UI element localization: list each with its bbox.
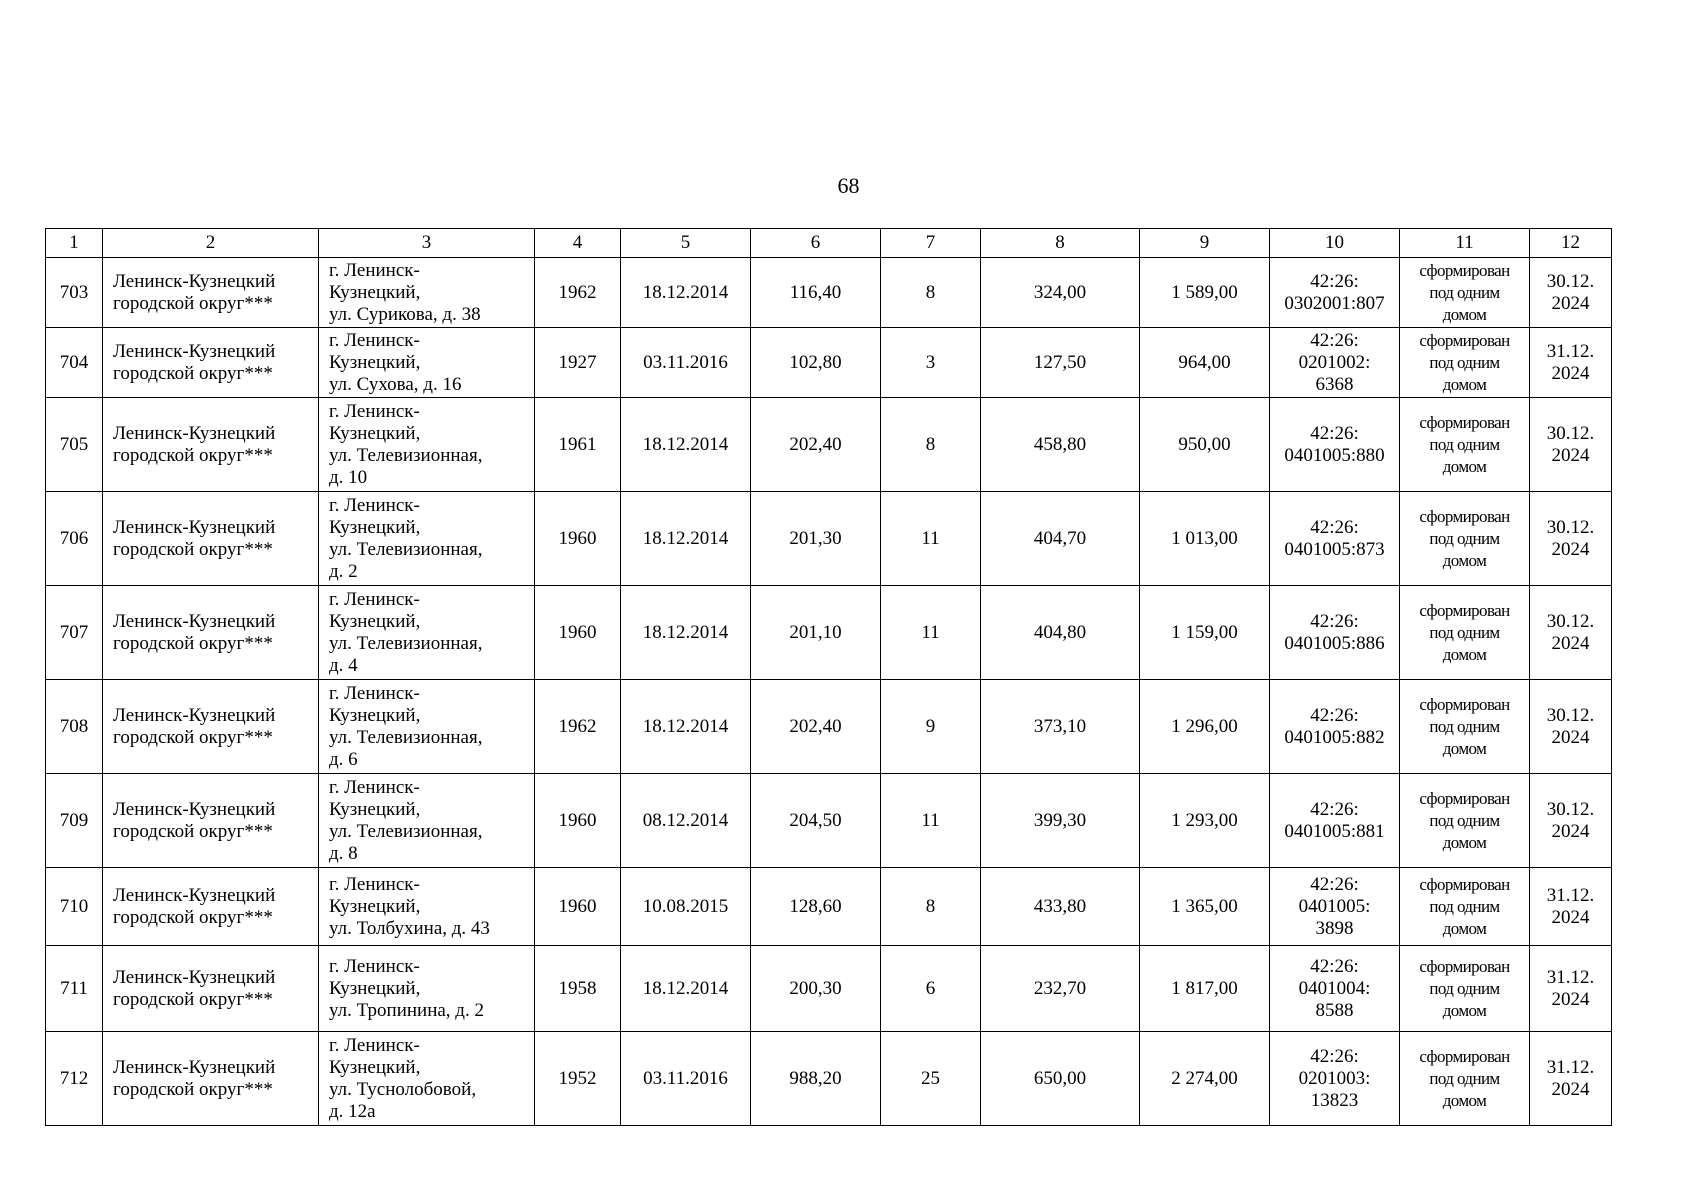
deadline-line: 2024 bbox=[1551, 1078, 1590, 1100]
row-number-cell: 707 bbox=[46, 586, 103, 680]
deadline-line: 30.12. bbox=[1546, 798, 1595, 820]
land-status-line: под одним bbox=[1429, 528, 1500, 548]
area3-cell: 1 159,00 bbox=[1140, 586, 1270, 680]
address-line: г. Ленинск- bbox=[329, 873, 420, 895]
address-cell bbox=[319, 774, 535, 868]
land-status-line: сформирован bbox=[1419, 330, 1510, 350]
land-status-line: под одним bbox=[1429, 716, 1500, 736]
deadline-line: 30.12. bbox=[1546, 704, 1595, 726]
count-cell: 3 bbox=[881, 328, 981, 398]
municipality-line: Ленинск-Кузнецкий bbox=[113, 966, 276, 988]
address-line: д. 10 bbox=[329, 466, 368, 488]
area1-cell: 202,40 bbox=[751, 398, 881, 492]
cadastral-number-cell bbox=[1270, 492, 1400, 586]
row-number-cell: 704 bbox=[46, 328, 103, 398]
address-line: ул. Телевизионная, bbox=[329, 444, 483, 466]
municipality-line: городской округ*** bbox=[113, 1078, 273, 1100]
municipality-line: Ленинск-Кузнецкий bbox=[113, 704, 276, 726]
table-body bbox=[46, 258, 1612, 1126]
municipality-cell bbox=[103, 946, 319, 1032]
address-line: ул. Сурикова, д. 38 bbox=[329, 303, 481, 325]
address-line: д. 12а bbox=[329, 1100, 376, 1122]
address-line: Кузнецкий, bbox=[329, 610, 421, 632]
land-status-line: сформирован bbox=[1419, 694, 1510, 714]
row-number-cell: 708 bbox=[46, 680, 103, 774]
date-cell: 18.12.2014 bbox=[621, 492, 751, 586]
year-cell: 1962 bbox=[535, 680, 621, 774]
municipality-line: городской округ*** bbox=[113, 632, 273, 654]
column-header: 8 bbox=[981, 229, 1140, 258]
year-cell: 1927 bbox=[535, 328, 621, 398]
area1-cell: 201,30 bbox=[751, 492, 881, 586]
address-line: ул. Телевизионная, bbox=[329, 538, 483, 560]
column-header: 6 bbox=[751, 229, 881, 258]
deadline-line: 2024 bbox=[1551, 292, 1590, 314]
municipality-line: городской округ*** bbox=[113, 726, 273, 748]
deadline-cell bbox=[1530, 586, 1612, 680]
deadline-cell bbox=[1530, 774, 1612, 868]
land-status-cell bbox=[1400, 586, 1530, 680]
cadastral-number-cell bbox=[1270, 328, 1400, 398]
area2-cell: 232,70 bbox=[981, 946, 1140, 1032]
address-line: Кузнецкий, bbox=[329, 1056, 421, 1078]
cadastral-number-line: 0302001:807 bbox=[1284, 292, 1385, 314]
table-row bbox=[46, 398, 1612, 492]
area3-cell: 1 589,00 bbox=[1140, 258, 1270, 328]
cadastral-number-line: 0401005:882 bbox=[1284, 726, 1385, 748]
land-status-line: домом bbox=[1442, 644, 1487, 664]
date-cell: 03.11.2016 bbox=[621, 328, 751, 398]
address-line: д. 4 bbox=[329, 654, 358, 676]
land-status-line: сформирован bbox=[1419, 260, 1510, 280]
land-status-line: домом bbox=[1442, 738, 1487, 758]
address-cell bbox=[319, 398, 535, 492]
address-cell bbox=[319, 328, 535, 398]
land-status-line: под одним bbox=[1429, 622, 1500, 642]
table-row bbox=[46, 946, 1612, 1032]
deadline-line: 30.12. bbox=[1546, 270, 1595, 292]
address-line: г. Ленинск- bbox=[329, 329, 420, 351]
address-line: Кузнецкий, bbox=[329, 798, 421, 820]
cadastral-number-line: 42:26: bbox=[1310, 873, 1359, 895]
address-line: Кузнецкий, bbox=[329, 895, 421, 917]
column-header: 5 bbox=[621, 229, 751, 258]
year-cell: 1960 bbox=[535, 868, 621, 946]
deadline-cell bbox=[1530, 258, 1612, 328]
municipality-line: Ленинск-Кузнецкий bbox=[113, 610, 276, 632]
table-row bbox=[46, 868, 1612, 946]
address-cell bbox=[319, 680, 535, 774]
cadastral-number-line: 0401005:881 bbox=[1284, 820, 1385, 842]
address-line: ул. Телевизионная, bbox=[329, 726, 483, 748]
count-cell: 6 bbox=[881, 946, 981, 1032]
cadastral-number-line: 0401005: bbox=[1298, 895, 1371, 917]
municipality-line: городской округ*** bbox=[113, 988, 273, 1010]
area2-cell: 458,80 bbox=[981, 398, 1140, 492]
cadastral-number-cell bbox=[1270, 1032, 1400, 1126]
deadline-line: 2024 bbox=[1551, 362, 1590, 384]
area2-cell: 433,80 bbox=[981, 868, 1140, 946]
address-line: Кузнецкий, bbox=[329, 704, 421, 726]
address-line: Кузнецкий, bbox=[329, 281, 421, 303]
cadastral-number-line: 3898 bbox=[1315, 917, 1354, 939]
area1-cell: 201,10 bbox=[751, 586, 881, 680]
municipality-cell bbox=[103, 492, 319, 586]
address-line: д. 6 bbox=[329, 748, 358, 770]
year-cell: 1960 bbox=[535, 586, 621, 680]
area1-cell: 128,60 bbox=[751, 868, 881, 946]
municipality-cell bbox=[103, 680, 319, 774]
count-cell: 11 bbox=[881, 492, 981, 586]
address-line: ул. Толбухина, д. 43 bbox=[329, 917, 490, 939]
area2-cell: 404,80 bbox=[981, 586, 1140, 680]
deadline-line: 2024 bbox=[1551, 726, 1590, 748]
area2-cell: 324,00 bbox=[981, 258, 1140, 328]
cadastral-number-line: 42:26: bbox=[1310, 955, 1359, 977]
address-cell bbox=[319, 946, 535, 1032]
land-status-line: под одним bbox=[1429, 1068, 1500, 1088]
deadline-line: 30.12. bbox=[1546, 422, 1595, 444]
cadastral-number-line: 0201003: bbox=[1298, 1067, 1371, 1089]
year-cell: 1961 bbox=[535, 398, 621, 492]
municipality-cell bbox=[103, 586, 319, 680]
land-status-line: домом bbox=[1442, 832, 1487, 852]
address-cell bbox=[319, 492, 535, 586]
municipality-cell bbox=[103, 774, 319, 868]
deadline-line: 2024 bbox=[1551, 632, 1590, 654]
year-cell: 1958 bbox=[535, 946, 621, 1032]
count-cell: 11 bbox=[881, 586, 981, 680]
municipality-cell bbox=[103, 328, 319, 398]
row-number-cell: 706 bbox=[46, 492, 103, 586]
table-row bbox=[46, 492, 1612, 586]
area1-cell: 102,80 bbox=[751, 328, 881, 398]
row-number-cell: 709 bbox=[46, 774, 103, 868]
municipality-line: городской округ*** bbox=[113, 444, 273, 466]
area3-cell: 1 293,00 bbox=[1140, 774, 1270, 868]
deadline-line: 2024 bbox=[1551, 988, 1590, 1010]
land-status-line: домом bbox=[1442, 1090, 1487, 1110]
deadline-line: 30.12. bbox=[1546, 610, 1595, 632]
municipality-line: Ленинск-Кузнецкий bbox=[113, 884, 276, 906]
address-line: г. Ленинск- bbox=[329, 955, 420, 977]
column-header: 1 bbox=[46, 229, 103, 258]
address-line: Кузнецкий, bbox=[329, 977, 421, 999]
land-status-line: сформирован bbox=[1419, 600, 1510, 620]
land-status-line: под одним bbox=[1429, 978, 1500, 998]
deadline-cell bbox=[1530, 680, 1612, 774]
municipality-line: городской округ*** bbox=[113, 538, 273, 560]
deadline-cell bbox=[1530, 492, 1612, 586]
column-header: 4 bbox=[535, 229, 621, 258]
area1-cell: 200,30 bbox=[751, 946, 881, 1032]
cadastral-number-cell bbox=[1270, 398, 1400, 492]
area3-cell: 2 274,00 bbox=[1140, 1032, 1270, 1126]
cadastral-number-line: 42:26: bbox=[1310, 704, 1359, 726]
address-line: ул. Туснолобовой, bbox=[329, 1078, 477, 1100]
cadastral-number-cell bbox=[1270, 774, 1400, 868]
municipality-cell bbox=[103, 1032, 319, 1126]
area3-cell: 1 013,00 bbox=[1140, 492, 1270, 586]
table-row bbox=[46, 680, 1612, 774]
cadastral-number-cell bbox=[1270, 586, 1400, 680]
address-line: Кузнецкий, bbox=[329, 351, 421, 373]
address-line: г. Ленинск- bbox=[329, 1034, 420, 1056]
date-cell: 18.12.2014 bbox=[621, 258, 751, 328]
land-status-line: домом bbox=[1442, 456, 1487, 476]
table-header bbox=[46, 229, 1612, 258]
land-status-cell bbox=[1400, 680, 1530, 774]
address-cell bbox=[319, 258, 535, 328]
municipality-cell bbox=[103, 868, 319, 946]
municipality-line: Ленинск-Кузнецкий bbox=[113, 798, 276, 820]
cadastral-number-line: 42:26: bbox=[1310, 329, 1359, 351]
municipality-cell bbox=[103, 398, 319, 492]
municipality-line: Ленинск-Кузнецкий bbox=[113, 422, 276, 444]
land-status-cell bbox=[1400, 1032, 1530, 1126]
land-status-cell bbox=[1400, 492, 1530, 586]
area1-cell: 116,40 bbox=[751, 258, 881, 328]
land-status-line: домом bbox=[1442, 374, 1487, 394]
address-line: д. 8 bbox=[329, 842, 358, 864]
address-line: г. Ленинск- bbox=[329, 400, 420, 422]
address-line: ул. Телевизионная, bbox=[329, 820, 483, 842]
deadline-cell bbox=[1530, 328, 1612, 398]
area2-cell: 127,50 bbox=[981, 328, 1140, 398]
row-number-cell: 705 bbox=[46, 398, 103, 492]
area1-cell: 988,20 bbox=[751, 1032, 881, 1126]
column-header: 3 bbox=[319, 229, 535, 258]
deadline-line: 2024 bbox=[1551, 444, 1590, 466]
land-status-cell bbox=[1400, 398, 1530, 492]
column-header: 11 bbox=[1400, 229, 1530, 258]
count-cell: 8 bbox=[881, 398, 981, 492]
land-status-line: сформирован bbox=[1419, 1046, 1510, 1066]
year-cell: 1952 bbox=[535, 1032, 621, 1126]
land-status-line: сформирован bbox=[1419, 874, 1510, 894]
cadastral-number-line: 42:26: bbox=[1310, 610, 1359, 632]
land-status-cell bbox=[1400, 328, 1530, 398]
date-cell: 18.12.2014 bbox=[621, 586, 751, 680]
land-status-line: домом bbox=[1442, 550, 1487, 570]
municipality-line: Ленинск-Кузнецкий bbox=[113, 516, 276, 538]
count-cell: 8 bbox=[881, 868, 981, 946]
row-number-cell: 710 bbox=[46, 868, 103, 946]
header-row bbox=[46, 229, 1612, 258]
land-status-cell bbox=[1400, 868, 1530, 946]
cadastral-number-line: 0401004: bbox=[1298, 977, 1371, 999]
area2-cell: 373,10 bbox=[981, 680, 1140, 774]
table-row bbox=[46, 328, 1612, 398]
address-line: г. Ленинск- bbox=[329, 259, 420, 281]
municipality-cell bbox=[103, 258, 319, 328]
land-status-cell bbox=[1400, 258, 1530, 328]
address-line: г. Ленинск- bbox=[329, 494, 420, 516]
count-cell: 8 bbox=[881, 258, 981, 328]
row-number-cell: 711 bbox=[46, 946, 103, 1032]
cadastral-number-line: 0401005:873 bbox=[1284, 538, 1385, 560]
land-status-line: домом bbox=[1442, 1000, 1487, 1020]
cadastral-number-cell bbox=[1270, 680, 1400, 774]
address-line: Кузнецкий, bbox=[329, 422, 421, 444]
municipality-line: городской округ*** bbox=[113, 820, 273, 842]
date-cell: 08.12.2014 bbox=[621, 774, 751, 868]
count-cell: 11 bbox=[881, 774, 981, 868]
land-status-line: под одним bbox=[1429, 434, 1500, 454]
land-status-line: сформирован bbox=[1419, 788, 1510, 808]
column-header: 9 bbox=[1140, 229, 1270, 258]
row-number-cell: 703 bbox=[46, 258, 103, 328]
year-cell: 1960 bbox=[535, 492, 621, 586]
date-cell: 18.12.2014 bbox=[621, 398, 751, 492]
deadline-line: 30.12. bbox=[1546, 516, 1595, 538]
municipality-line: городской округ*** bbox=[113, 362, 273, 384]
column-header: 10 bbox=[1270, 229, 1400, 258]
deadline-line: 2024 bbox=[1551, 820, 1590, 842]
municipality-line: городской округ*** bbox=[113, 292, 273, 314]
row-number-cell: 712 bbox=[46, 1032, 103, 1126]
land-status-line: под одним bbox=[1429, 282, 1500, 302]
deadline-line: 2024 bbox=[1551, 906, 1590, 928]
address-line: ул. Сухова, д. 16 bbox=[329, 373, 462, 395]
deadline-cell bbox=[1530, 868, 1612, 946]
deadline-line: 31.12. bbox=[1546, 966, 1595, 988]
table-row bbox=[46, 586, 1612, 680]
area2-cell: 404,70 bbox=[981, 492, 1140, 586]
deadline-cell bbox=[1530, 398, 1612, 492]
address-line: д. 2 bbox=[329, 560, 358, 582]
area2-cell: 399,30 bbox=[981, 774, 1140, 868]
deadline-line: 31.12. bbox=[1546, 884, 1595, 906]
area3-cell: 964,00 bbox=[1140, 328, 1270, 398]
area1-cell: 204,50 bbox=[751, 774, 881, 868]
count-cell: 25 bbox=[881, 1032, 981, 1126]
cadastral-number-line: 42:26: bbox=[1310, 422, 1359, 444]
area3-cell: 950,00 bbox=[1140, 398, 1270, 492]
area3-cell: 1 817,00 bbox=[1140, 946, 1270, 1032]
registry-table bbox=[45, 228, 1612, 1126]
land-status-line: домом bbox=[1442, 304, 1487, 324]
land-status-line: сформирован bbox=[1419, 506, 1510, 526]
land-status-cell bbox=[1400, 774, 1530, 868]
area3-cell: 1 296,00 bbox=[1140, 680, 1270, 774]
cadastral-number-line: 0201002: bbox=[1298, 351, 1371, 373]
address-cell bbox=[319, 868, 535, 946]
column-header: 12 bbox=[1530, 229, 1612, 258]
land-status-line: под одним bbox=[1429, 810, 1500, 830]
count-cell: 9 bbox=[881, 680, 981, 774]
land-status-line: под одним bbox=[1429, 896, 1500, 916]
address-line: г. Ленинск- bbox=[329, 588, 420, 610]
date-cell: 18.12.2014 bbox=[621, 946, 751, 1032]
cadastral-number-cell bbox=[1270, 868, 1400, 946]
land-status-line: сформирован bbox=[1419, 412, 1510, 432]
year-cell: 1960 bbox=[535, 774, 621, 868]
cadastral-number-line: 0401005:886 bbox=[1284, 632, 1385, 654]
deadline-cell bbox=[1530, 1032, 1612, 1126]
deadline-cell bbox=[1530, 946, 1612, 1032]
municipality-line: Ленинск-Кузнецкий bbox=[113, 270, 276, 292]
table-row bbox=[46, 258, 1612, 328]
cadastral-number-cell bbox=[1270, 258, 1400, 328]
cadastral-number-line: 6368 bbox=[1315, 373, 1354, 395]
column-header: 2 bbox=[103, 229, 319, 258]
deadline-line: 2024 bbox=[1551, 538, 1590, 560]
date-cell: 10.08.2015 bbox=[621, 868, 751, 946]
area2-cell: 650,00 bbox=[981, 1032, 1140, 1126]
deadline-line: 31.12. bbox=[1546, 340, 1595, 362]
table-row bbox=[46, 1032, 1612, 1126]
municipality-line: городской округ*** bbox=[113, 906, 273, 928]
date-cell: 18.12.2014 bbox=[621, 680, 751, 774]
municipality-line: Ленинск-Кузнецкий bbox=[113, 340, 276, 362]
address-line: г. Ленинск- bbox=[329, 776, 420, 798]
address-line: Кузнецкий, bbox=[329, 516, 421, 538]
cadastral-number-line: 42:26: bbox=[1310, 270, 1359, 292]
cadastral-number-line: 8588 bbox=[1315, 999, 1354, 1021]
cadastral-number-line: 42:26: bbox=[1310, 1045, 1359, 1067]
cadastral-number-line: 42:26: bbox=[1310, 798, 1359, 820]
address-line: ул. Тропинина, д. 2 bbox=[329, 999, 484, 1021]
land-status-line: под одним bbox=[1429, 352, 1500, 372]
land-status-line: сформирован bbox=[1419, 956, 1510, 976]
cadastral-number-line: 0401005:880 bbox=[1284, 444, 1385, 466]
land-status-cell bbox=[1400, 946, 1530, 1032]
address-line: ул. Телевизионная, bbox=[329, 632, 483, 654]
deadline-line: 31.12. bbox=[1546, 1056, 1595, 1078]
land-status-line: домом bbox=[1442, 918, 1487, 938]
area1-cell: 202,40 bbox=[751, 680, 881, 774]
address-line: г. Ленинск- bbox=[329, 682, 420, 704]
cadastral-number-line: 13823 bbox=[1310, 1089, 1359, 1111]
cadastral-number-cell bbox=[1270, 946, 1400, 1032]
column-header: 7 bbox=[881, 229, 981, 258]
municipality-line: Ленинск-Кузнецкий bbox=[113, 1056, 276, 1078]
year-cell: 1962 bbox=[535, 258, 621, 328]
cadastral-number-line: 42:26: bbox=[1310, 516, 1359, 538]
date-cell: 03.11.2016 bbox=[621, 1032, 751, 1126]
address-cell bbox=[319, 1032, 535, 1126]
table-row bbox=[46, 774, 1612, 868]
address-cell bbox=[319, 586, 535, 680]
area3-cell: 1 365,00 bbox=[1140, 868, 1270, 946]
page-number: 68 bbox=[837, 173, 860, 198]
